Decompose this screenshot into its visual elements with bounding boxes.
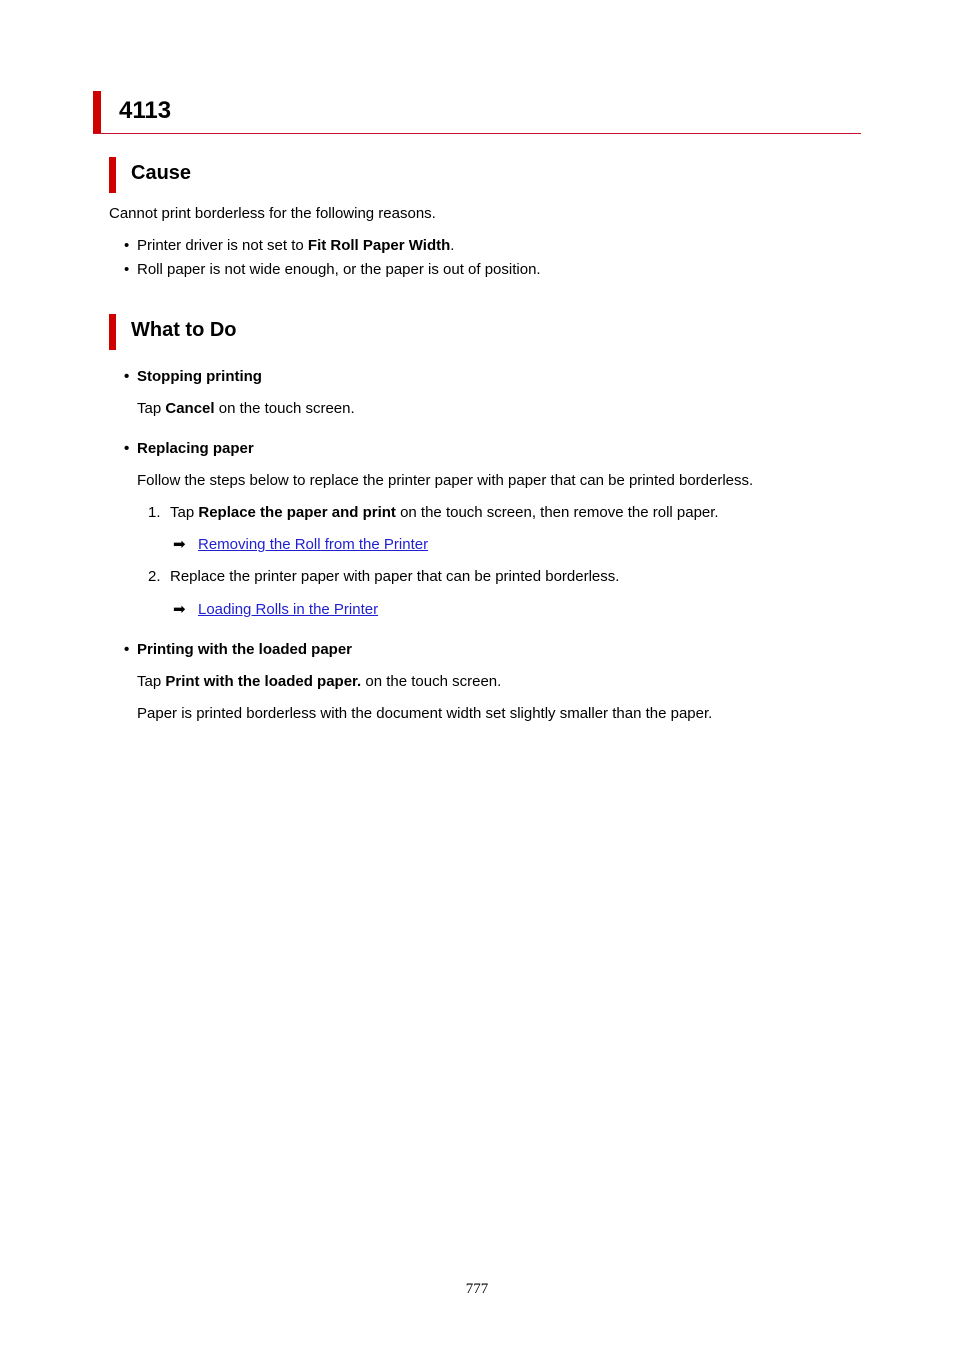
bullet-icon: •: [124, 261, 130, 278]
printing-note: Paper is printed borderless with the document width set slightly smaller than the paper.: [137, 705, 713, 722]
cause-bullet-2: [124, 261, 541, 279]
title-accent-bar: [93, 91, 101, 133]
heading-accent-bar: [109, 157, 116, 193]
printing-bullet: [124, 641, 353, 659]
stopping-title: Stopping printing: [137, 368, 262, 385]
step-2: [148, 568, 620, 586]
stopping-instruction: Tap Cancel on the touch screen.: [137, 400, 355, 417]
printing-title: Printing with the loaded paper: [137, 641, 353, 658]
what-to-do-heading: What to Do: [131, 319, 237, 341]
bullet-icon: •: [124, 368, 130, 385]
replacing-intro: Follow the steps below to replace the printer paper with paper that can be printed borderless.: [137, 472, 754, 489]
cause-item-1: Printer driver is not set to Fit Roll Paper Width.: [137, 237, 455, 254]
arrow-right-icon: ➡: [173, 601, 186, 618]
page-number: 777: [465, 1281, 489, 1297]
bullet-icon: •: [124, 237, 130, 254]
cause-heading: Cause: [131, 162, 192, 184]
cause-bullet-1: [124, 237, 455, 255]
link-removing-roll[interactable]: Removing the Roll from the Printer: [198, 536, 429, 553]
replacing-title: Replacing paper: [137, 440, 254, 457]
step-number: 1.: [148, 504, 161, 521]
step-1-text: Tap Replace the paper and print on the touch screen, then remove the roll paper.: [170, 504, 719, 521]
step-2-text: Replace the printer paper with paper that can be printed borderless.: [170, 568, 620, 585]
stopping-bullet: [124, 368, 262, 386]
arrow-right-icon: ➡: [173, 536, 186, 553]
printing-instruction: Tap Print with the loaded paper. on the touch screen.: [137, 673, 502, 690]
heading-accent-bar: [109, 314, 116, 350]
bullet-icon: •: [124, 440, 130, 457]
step-1: [148, 504, 719, 522]
step-1-link-row: [173, 536, 429, 554]
step-2-link-row: [173, 601, 379, 619]
page-title-block: [93, 91, 861, 134]
cause-intro: Cannot print borderless for the following reasons.: [109, 205, 436, 222]
bullet-icon: •: [124, 641, 130, 658]
link-loading-rolls[interactable]: Loading Rolls in the Printer: [198, 601, 379, 618]
page-title: 4113: [119, 97, 172, 124]
step-number: 2.: [148, 568, 161, 585]
replacing-bullet: [124, 440, 254, 458]
cause-item-2: Roll paper is not wide enough, or the paper is out of position.: [137, 261, 541, 278]
